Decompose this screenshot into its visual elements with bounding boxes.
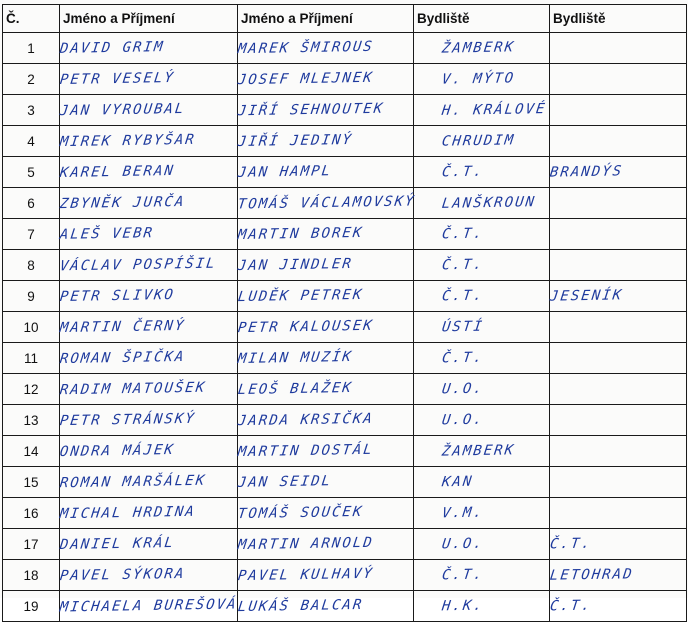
handwritten-text: JIŘÍ JEDINÝ bbox=[236, 132, 354, 150]
residence-cell-2 bbox=[550, 188, 687, 219]
residence-cell-2 bbox=[550, 405, 687, 436]
handwritten-text: ÚSTÍ bbox=[440, 318, 485, 336]
row-number: 10 bbox=[3, 312, 60, 343]
name-cell-1 bbox=[60, 498, 238, 529]
name-cell-1 bbox=[60, 281, 238, 312]
name-cell-2 bbox=[238, 126, 414, 157]
handwritten-text: ALEŠ VEBR bbox=[58, 225, 155, 243]
handwritten-text: MARTIN ČERNÝ bbox=[58, 317, 187, 337]
row-number: 18 bbox=[3, 560, 60, 591]
table-row bbox=[3, 343, 687, 374]
name-cell-1 bbox=[60, 436, 238, 467]
handwritten-text: CHRUDIM bbox=[440, 132, 517, 150]
handwritten-text: JAN HAMPL bbox=[236, 163, 333, 181]
residence-cell-1 bbox=[414, 343, 550, 374]
residence-cell-1 bbox=[414, 126, 550, 157]
name-cell-2 bbox=[238, 405, 414, 436]
handwritten-text: LEOŠ BLAŽEK bbox=[236, 380, 354, 398]
handwritten-text: RADIM MATOUŠEK bbox=[58, 379, 208, 399]
handwritten-text: DAVID GRIM bbox=[58, 39, 166, 57]
residence-cell-1 bbox=[414, 312, 550, 343]
handwritten-text: VÁCLAV POSPÍŠIL bbox=[58, 255, 218, 275]
row-number: 12 bbox=[3, 374, 60, 405]
handwritten-text: H.K. bbox=[440, 597, 485, 615]
row-number: 4 bbox=[3, 126, 60, 157]
handwritten-text: V. MÝTO bbox=[440, 70, 517, 88]
table-row bbox=[3, 591, 687, 622]
table-row bbox=[3, 529, 687, 560]
table-row bbox=[3, 64, 687, 95]
table-row bbox=[3, 560, 687, 591]
row-number: 19 bbox=[3, 591, 60, 622]
residence-cell-2 bbox=[550, 250, 687, 281]
name-cell-1 bbox=[60, 374, 238, 405]
residence-cell-1 bbox=[414, 33, 550, 64]
handwritten-text: LUKÁŠ BALCAR bbox=[236, 596, 365, 616]
handwritten-text: MICHAELA BUREŠOVÁ bbox=[58, 596, 239, 616]
handwritten-text: MILAN MUZÍK bbox=[236, 349, 354, 367]
residence-cell-1 bbox=[414, 281, 550, 312]
header-name-1: Jméno a Příjmení bbox=[60, 5, 238, 33]
handwritten-text: Č.T. bbox=[440, 163, 485, 181]
row-number: 2 bbox=[3, 64, 60, 95]
table-row bbox=[3, 188, 687, 219]
row-number: 13 bbox=[3, 405, 60, 436]
residence-cell-1 bbox=[414, 560, 550, 591]
residence-cell-1 bbox=[414, 405, 550, 436]
handwritten-text: Č.T. bbox=[440, 349, 485, 367]
table-row bbox=[3, 281, 687, 312]
row-number: 9 bbox=[3, 281, 60, 312]
row-number: 16 bbox=[3, 498, 60, 529]
handwritten-text: Č.T. bbox=[440, 256, 485, 274]
residence-cell-2 bbox=[550, 343, 687, 374]
table-row bbox=[3, 405, 687, 436]
table-row bbox=[3, 95, 687, 126]
header-number: Č. bbox=[3, 5, 60, 33]
residence-cell-2 bbox=[550, 157, 687, 188]
name-cell-2 bbox=[238, 157, 414, 188]
residence-cell-1 bbox=[414, 591, 550, 622]
residence-cell-1 bbox=[414, 188, 550, 219]
handwritten-text: ŽAMBERK bbox=[440, 442, 517, 460]
residence-cell-2 bbox=[550, 312, 687, 343]
name-cell-1 bbox=[60, 312, 238, 343]
handwritten-text: Č.T. bbox=[440, 566, 485, 584]
residence-cell-1 bbox=[414, 95, 550, 126]
names-table bbox=[2, 4, 687, 622]
handwritten-text: LANŠKROUN bbox=[440, 194, 537, 212]
residence-cell-1 bbox=[414, 374, 550, 405]
name-cell-2 bbox=[238, 250, 414, 281]
name-cell-2 bbox=[238, 374, 414, 405]
name-cell-2 bbox=[238, 33, 414, 64]
residence-cell-2 bbox=[550, 467, 687, 498]
handwritten-text: PETR STRÁNSKÝ bbox=[58, 410, 197, 430]
header-row bbox=[3, 5, 687, 33]
name-cell-2 bbox=[238, 498, 414, 529]
residence-cell-2 bbox=[550, 374, 687, 405]
row-number: 3 bbox=[3, 95, 60, 126]
name-cell-2 bbox=[238, 95, 414, 126]
name-cell-2 bbox=[238, 560, 414, 591]
table-row bbox=[3, 436, 687, 467]
handwritten-text: MAREK ŠMIROUS bbox=[236, 38, 375, 58]
residence-cell-2 bbox=[550, 95, 687, 126]
residence-cell-2 bbox=[550, 126, 687, 157]
handwritten-text: U.O. bbox=[440, 535, 485, 553]
row-number: 15 bbox=[3, 467, 60, 498]
handwritten-text: U.O. bbox=[440, 380, 485, 398]
handwritten-text: PAVEL SÝKORA bbox=[58, 565, 187, 585]
name-cell-2 bbox=[238, 467, 414, 498]
residence-cell-1 bbox=[414, 498, 550, 529]
residence-cell-2 bbox=[550, 64, 687, 95]
row-number: 17 bbox=[3, 529, 60, 560]
name-cell-1 bbox=[60, 126, 238, 157]
name-cell-2 bbox=[238, 591, 414, 622]
handwritten-text: DANIEL KRÁL bbox=[58, 535, 176, 553]
table-row bbox=[3, 126, 687, 157]
name-cell-2 bbox=[238, 64, 414, 95]
residence-cell-2 bbox=[550, 436, 687, 467]
name-cell-1 bbox=[60, 95, 238, 126]
handwritten-text: BRANDÝS bbox=[548, 163, 625, 181]
name-cell-1 bbox=[60, 591, 238, 622]
handwritten-text: LETOHRAD bbox=[548, 566, 635, 584]
handwritten-text: PETR VESELÝ bbox=[58, 70, 176, 88]
residence-cell-2 bbox=[550, 560, 687, 591]
name-cell-2 bbox=[238, 312, 414, 343]
handwritten-text: PAVEL KULHAVÝ bbox=[236, 565, 375, 585]
table-row bbox=[3, 157, 687, 188]
handwritten-text: MICHAL HRDINA bbox=[58, 503, 197, 523]
row-number: 1 bbox=[3, 33, 60, 64]
handwritten-text: JAN JINDLER bbox=[236, 256, 354, 274]
handwritten-text: Č.T. bbox=[548, 597, 593, 615]
residence-cell-2 bbox=[550, 281, 687, 312]
header-name-2: Jméno a Příjmení bbox=[238, 5, 414, 33]
name-cell-1 bbox=[60, 467, 238, 498]
handwritten-text: ŽAMBERK bbox=[440, 39, 517, 57]
handwritten-text: JOSEF MLEJNEK bbox=[236, 69, 375, 89]
row-number: 5 bbox=[3, 157, 60, 188]
name-cell-2 bbox=[238, 219, 414, 250]
row-number: 7 bbox=[3, 219, 60, 250]
handwritten-text: ROMAN ŠPIČKA bbox=[58, 348, 187, 368]
name-cell-1 bbox=[60, 529, 238, 560]
table-row bbox=[3, 467, 687, 498]
residence-cell-2 bbox=[550, 498, 687, 529]
residence-cell-2 bbox=[550, 219, 687, 250]
handwritten-text: JAN SEIDL bbox=[236, 473, 333, 491]
handwritten-text: Č.T. bbox=[440, 225, 485, 243]
residence-cell-1 bbox=[414, 250, 550, 281]
handwritten-text: JIŘÍ SEHNOUTEK bbox=[236, 100, 386, 120]
name-cell-1 bbox=[60, 157, 238, 188]
handwritten-text: ZBYNĚK JURČA bbox=[58, 193, 187, 213]
name-cell-2 bbox=[238, 529, 414, 560]
row-number: 6 bbox=[3, 188, 60, 219]
table-row bbox=[3, 219, 687, 250]
residence-cell-1 bbox=[414, 219, 550, 250]
handwritten-text: KAN bbox=[440, 473, 475, 491]
residence-cell-1 bbox=[414, 467, 550, 498]
residence-cell-1 bbox=[414, 157, 550, 188]
header-residence-2: Bydliště bbox=[550, 5, 687, 33]
name-cell-2 bbox=[238, 343, 414, 374]
residence-cell-2 bbox=[550, 33, 687, 64]
header-residence-1: Bydliště bbox=[414, 5, 550, 33]
table-row bbox=[3, 374, 687, 405]
name-cell-1 bbox=[60, 343, 238, 374]
handwritten-text: Č.T. bbox=[548, 535, 593, 553]
residence-cell-1 bbox=[414, 436, 550, 467]
handwritten-text: H. KRÁLOVÉ bbox=[440, 101, 548, 119]
row-number: 11 bbox=[3, 343, 60, 374]
handwritten-text: TOMÁŠ VÁCLAMOVSKÝ bbox=[236, 193, 417, 213]
residence-cell-2 bbox=[550, 591, 687, 622]
handwritten-text: JARDA KRSIČKA bbox=[236, 410, 375, 430]
residence-cell-1 bbox=[414, 529, 550, 560]
name-cell-1 bbox=[60, 560, 238, 591]
table-row bbox=[3, 33, 687, 64]
handwritten-text: Č.T. bbox=[440, 287, 485, 305]
residence-cell-1 bbox=[414, 64, 550, 95]
row-number: 14 bbox=[3, 436, 60, 467]
name-cell-2 bbox=[236, 188, 417, 219]
table-row bbox=[3, 250, 687, 281]
handwritten-text: ROMAN MARŠÁLEK bbox=[58, 472, 208, 492]
handwritten-text: MARTIN BOREK bbox=[236, 224, 365, 244]
handwritten-text: JAN VYROUBAL bbox=[58, 100, 187, 120]
name-cell-1 bbox=[60, 250, 238, 281]
name-cell-1 bbox=[60, 219, 238, 250]
residence-cell-2 bbox=[550, 529, 687, 560]
handwritten-text: V.M. bbox=[440, 504, 485, 522]
handwritten-text: TOMÁŠ SOUČEK bbox=[236, 503, 365, 523]
name-cell-2 bbox=[238, 281, 414, 312]
handwritten-text: MIREK RYBYŠAR bbox=[58, 131, 197, 151]
handwritten-text: JESENÍK bbox=[548, 287, 625, 305]
table-row bbox=[3, 312, 687, 343]
handwritten-text: PETR SLIVKO bbox=[58, 287, 176, 305]
name-cell-1 bbox=[60, 188, 238, 219]
handwritten-text: PETR KALOUSEK bbox=[236, 317, 375, 337]
name-cell-1 bbox=[60, 405, 238, 436]
name-cell-1 bbox=[60, 33, 238, 64]
handwritten-text: ONDRA MÁJEK bbox=[58, 442, 176, 460]
handwritten-text: LUDĚK PETREK bbox=[236, 286, 365, 306]
name-cell-1 bbox=[60, 64, 238, 95]
table-row bbox=[3, 498, 687, 529]
name-cell-2 bbox=[238, 436, 414, 467]
row-number: 8 bbox=[3, 250, 60, 281]
handwritten-text: KAREL BERAN bbox=[58, 163, 176, 181]
handwritten-text: MARTIN DOSTÁL bbox=[236, 441, 375, 461]
handwritten-text: U.O. bbox=[440, 411, 485, 429]
handwritten-text: MARTIN ARNOLD bbox=[236, 534, 375, 554]
